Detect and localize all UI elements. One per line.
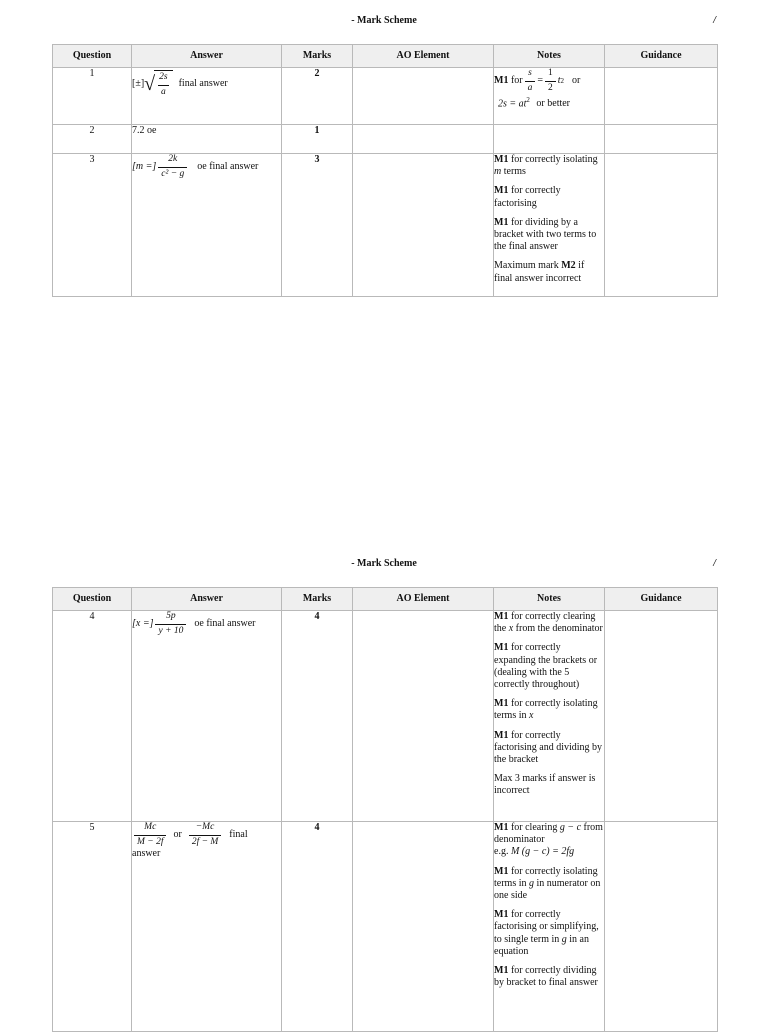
guidance-cell	[605, 822, 718, 1032]
table-header-row	[53, 588, 718, 611]
question-number: 2	[53, 125, 132, 154]
page-title: - Mark Scheme	[351, 15, 417, 26]
note-item: M1 for correctly dividing by bracket to final answer	[494, 964, 598, 989]
note-item: M1 for correctly factorising	[494, 185, 561, 209]
table-row	[53, 822, 718, 1032]
column-header-guidance: Guidance	[605, 45, 718, 68]
notes-cell	[494, 822, 605, 1032]
page-title: - Mark Scheme	[351, 558, 417, 569]
column-header-answer: Answer	[132, 45, 282, 68]
marks-value: 4	[282, 611, 353, 822]
fraction: $\frac{s}{a}$	[525, 68, 536, 94]
table-header-row	[53, 45, 718, 68]
table-row	[53, 611, 718, 822]
fraction: $\frac{Mc}{M - 2f}$	[134, 822, 166, 848]
note-item: M1 for correctly factorising or simplifying, to single term in g in an equation	[494, 909, 599, 957]
fraction: $\frac{2k}{\text{c² − g}}$	[158, 154, 187, 180]
column-header-marks: Marks	[282, 45, 353, 68]
ao-element-cell	[353, 68, 494, 125]
notes-cell: M1 for $\frac{s}{a}$ = $\frac{1}{2}$ t 2 or $2s = at^2$ or better	[494, 68, 605, 125]
fraction: $\frac{-Mc}{2f - M}$	[189, 822, 221, 848]
answer-cell: 7.2 oe	[132, 125, 282, 154]
answer-prefix: [x =]	[132, 617, 154, 629]
table-row	[53, 154, 718, 297]
answer-cell	[132, 68, 282, 125]
answer-cell	[132, 611, 282, 822]
guidance-cell	[605, 611, 718, 822]
sqrt-icon: √	[144, 73, 156, 96]
column-header-notes: Notes	[494, 588, 605, 611]
column-header-marks: Marks	[282, 588, 353, 611]
ao-element-cell	[353, 125, 494, 154]
note-item: M1 for correctly clearing the x from the denominator	[494, 611, 603, 635]
column-header-guidance: Guidance	[605, 588, 718, 611]
mark-scheme-table	[52, 587, 718, 1032]
column-header-answer: Answer	[132, 588, 282, 611]
note-item: M1 for clearing g − c from denominator e.g. M (g − c) = 2fg	[494, 822, 603, 858]
question-number: 4	[53, 611, 132, 822]
marks-value: 3	[282, 154, 353, 297]
marks-value: 1	[282, 125, 353, 154]
answer-cell: $\frac{Mc}{M - 2f}$ or $\frac{-Mc}{2f - M}$ final answer	[132, 822, 282, 1032]
notes-cell	[494, 154, 605, 297]
note-item: M1 for correctly factorising and dividing by the bracket	[494, 729, 603, 765]
note-item: M1 for correctly expanding the brackets or (dealing with the 5 correctly throughout)	[494, 642, 598, 690]
fraction: $\frac{1}{2}$	[545, 68, 556, 94]
page-header	[0, 15, 768, 29]
sqrt-expression	[144, 70, 172, 98]
answer-cell	[132, 154, 282, 297]
guidance-cell	[605, 154, 718, 297]
page-header	[0, 558, 768, 572]
guidance-cell	[605, 68, 718, 125]
column-header-question: Question	[53, 588, 132, 611]
mark-scheme-table	[52, 44, 718, 297]
notes-cell	[494, 125, 605, 154]
answer-suffix: final answer	[178, 77, 228, 89]
note-item: M1 for correctly isolating terms in x	[494, 698, 598, 722]
note-item: Maximum mark M2 if final answer incorrect	[494, 260, 585, 284]
answer-suffix: oe final answer	[194, 617, 256, 629]
page-number: /	[713, 558, 716, 569]
ao-element-cell	[353, 822, 494, 1032]
column-header-question: Question	[53, 45, 132, 68]
question-number: 3	[53, 154, 132, 297]
note-item: Max 3 marks if answer is incorrect	[494, 773, 596, 797]
marks-value: 4	[282, 822, 353, 1032]
table-row	[53, 125, 718, 154]
column-header-ao-element: AO Element	[353, 45, 494, 68]
page-number: /	[713, 15, 716, 26]
note-item: M1 for correctly isolating terms in g in numerator on one side	[494, 865, 601, 901]
column-header-ao-element: AO Element	[353, 588, 494, 611]
table-row	[53, 68, 718, 125]
guidance-cell	[605, 125, 718, 154]
answer-prefix: [±]	[132, 77, 145, 89]
question-number: 1	[53, 68, 132, 125]
note-item: M1 for correctly isolating m terms	[494, 154, 598, 178]
note-item: M1 for dividing by a bracket with two terms to the final answer	[494, 216, 597, 253]
column-header-notes: Notes	[494, 45, 605, 68]
notes-cell	[494, 611, 605, 822]
fraction: $\frac{2s}{a}$	[159, 72, 168, 97]
answer-prefix: [m =]	[132, 160, 157, 172]
ao-element-cell	[353, 154, 494, 297]
fraction: $\frac{5p}{y + 10}$	[155, 611, 186, 637]
ao-element-cell	[353, 611, 494, 822]
answer-suffix: oe final answer	[197, 160, 259, 172]
marks-value: 2	[282, 68, 353, 125]
question-number: 5	[53, 822, 132, 1032]
